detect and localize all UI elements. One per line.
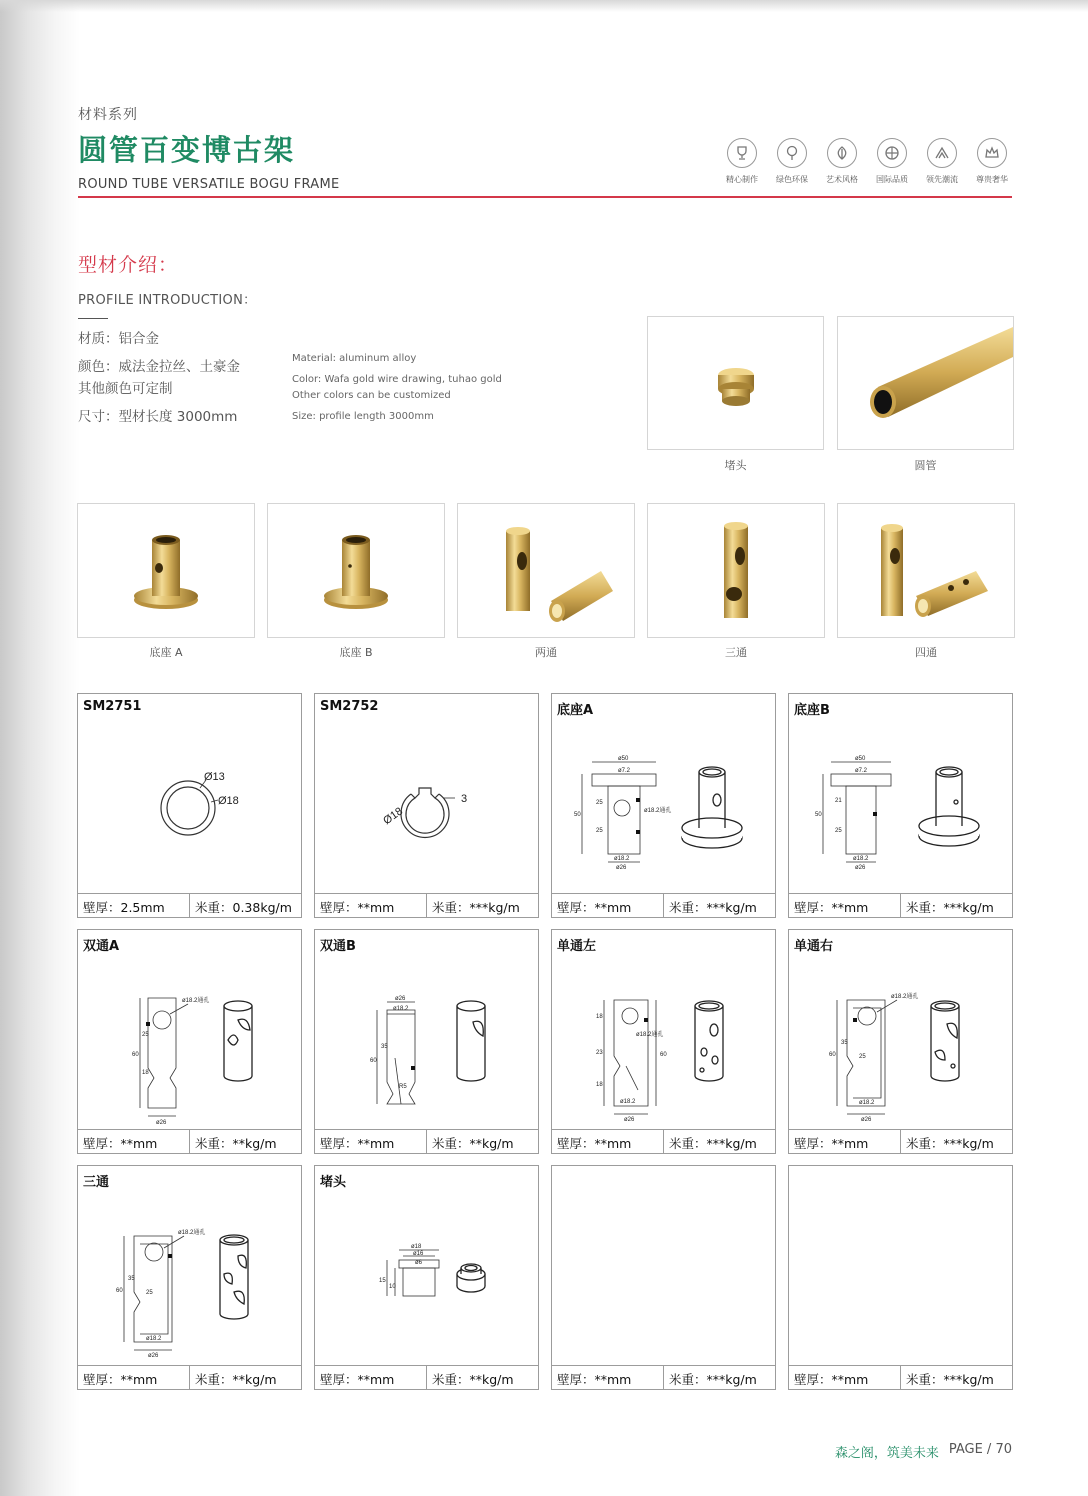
spec-card-empty [788,1165,1013,1390]
badge-art [822,138,862,185]
spec-material: 材质：铝合金 [78,331,159,347]
meter-weight: 米重：**kg/m [432,1136,514,1151]
meter-weight: 米重：***kg/m [906,1136,994,1151]
dim-label: ø26 [148,1353,159,1359]
wall-thickness: 壁厚：**mm [78,1130,190,1153]
wall-thickness: 壁厚：**mm [552,894,664,917]
meter-weight: 米重：***kg/m [669,1372,757,1387]
dim-label: ø18.2通孔 [891,994,919,1000]
card-title: 单通右 [794,939,834,954]
badge-eco [772,138,812,185]
spec-card [314,693,539,918]
card-title: SM2752 [320,699,379,714]
intro-title: 型材介绍： [78,254,179,276]
badge-label: 绿色环保 [776,175,808,184]
wall-thickness: 壁厚：2.5mm [78,894,190,917]
page-shadow [0,0,1088,12]
meter-weight: 米重：***kg/m [669,900,757,915]
meter-weight: 米重：**kg/m [195,1372,277,1387]
footer-slogan: 森之阁，筑美未来 [834,1446,939,1461]
dim-label: ø26 [395,996,406,1002]
photo-base-b [267,503,445,638]
spec-card [788,693,1013,918]
series-label: 材料系列 [78,107,138,123]
dim-label: ø26 [156,1120,167,1126]
dim-label: 3 [461,793,468,805]
dim-label: ø26 [616,865,627,871]
header-divider [78,196,1012,198]
dim-label: 25 [835,828,842,834]
card-title: 双通A [83,939,120,954]
photo-three-way [647,503,825,638]
photo-caption: 三通 [725,646,747,659]
spec-material-en: Material: aluminum alloy [292,353,417,364]
spec-card [788,929,1013,1154]
spec-color-custom: 其他颜色可定制 [78,381,173,397]
badge-quality [872,138,912,185]
dim-label: 60 [116,1288,123,1294]
dim-label: ø18.2 [614,856,630,862]
spec-card-grid [77,693,1013,1390]
card-footer [552,893,775,917]
dim-label: ø26 [624,1117,635,1123]
page-header [78,104,340,192]
spec-size-en: Size: profile length 3000mm [292,411,434,422]
feature-badges [722,138,1012,185]
photo-round-tube [837,316,1014,450]
card-footer [552,1129,775,1153]
crown-icon [977,138,1007,168]
photo-caption: 圆管 [914,459,937,472]
meter-weight: 米重：**kg/m [195,1136,277,1151]
spec-card [551,929,776,1154]
photo-four-way [837,503,1015,638]
card-footer [315,1365,538,1389]
dim-label: ø18.2 [146,1336,162,1342]
photo-base-a [77,503,255,638]
dim-label: 50 [815,812,822,818]
spec-card [77,1165,302,1390]
dim-label: 10 [389,1284,396,1290]
spec-card [77,693,302,918]
spec-color-custom-en: Other colors can be customized [292,390,451,401]
badge-label: 艺术风格 [826,175,858,184]
photo-two-way [457,503,635,638]
profile-drawing [78,722,301,886]
dim-label: ø18.2 [393,1006,409,1012]
photo-end-cap [647,316,824,450]
badge-trend [922,138,962,185]
technical-drawing [789,958,1012,1122]
card-title: 堵头 [320,1175,347,1190]
meter-weight: 米重：***kg/m [906,900,994,915]
spec-card [77,929,302,1154]
badge-craft [722,138,762,185]
card-footer [78,893,301,917]
meter-weight: 米重：***kg/m [669,1136,757,1151]
card-title: 单通左 [557,939,597,954]
dim-label: 21 [835,798,842,804]
wall-thickness: 壁厚：**mm [552,1366,664,1389]
dim-label: 60 [829,1052,836,1058]
page-subtitle: ROUND TUBE VERSATILE BOGU FRAME [78,177,340,192]
photo-caption: 四通 [915,646,937,659]
meter-weight: 米重：0.38kg/m [195,900,292,915]
intro-dash [78,318,108,319]
wall-thickness: 壁厚：**mm [789,1130,901,1153]
spec-card-empty [551,1165,776,1390]
dim-label: R5 [399,1084,407,1090]
card-title: 双通B [320,939,356,954]
specs-english [292,351,502,430]
dim-label: Ø13 [204,771,225,783]
dim-label: ø7.2 [618,768,631,774]
dim-label: ø18 [411,1244,422,1250]
technical-drawing [315,1194,538,1358]
card-footer [552,1365,775,1389]
wall-thickness: 壁厚：**mm [552,1130,664,1153]
wall-thickness: 壁厚：**mm [789,894,901,917]
card-footer [78,1365,301,1389]
dim-label: ø18.2 [853,856,869,862]
dim-label: 25 [146,1290,153,1296]
trophy-icon [727,138,757,168]
dim-label: ø26 [861,1117,872,1123]
globe-icon [877,138,907,168]
dim-label: 18 [142,1070,149,1076]
card-title: SM2751 [83,699,142,714]
card-title: 底座A [557,703,594,718]
dim-label: Ø18 [218,795,239,807]
dim-label: 25 [859,1054,866,1060]
badge-luxury [972,138,1012,185]
leaf-icon [827,138,857,168]
dim-label: 23 [596,1050,603,1056]
meter-weight: 米重：***kg/m [432,900,520,915]
meter-weight: 米重：***kg/m [906,1372,994,1387]
card-footer [789,1129,1012,1153]
card-footer [789,893,1012,917]
spec-card [314,1165,539,1390]
page-title: 圆管百变博古架 [78,133,296,167]
dim-label: 18 [596,1082,603,1088]
technical-drawing [78,1194,301,1358]
badge-label: 国际品质 [876,175,908,184]
dim-label: 60 [660,1052,667,1058]
card-footer [315,893,538,917]
photo-caption: 底座 B [339,646,373,659]
dim-label: ø18.2 [620,1099,636,1105]
dim-label: ø18.2 [859,1100,875,1106]
card-footer [78,1129,301,1153]
spec-size: 尺寸：型材长度 3000mm [78,409,238,425]
dim-label: ø18.2通孔 [182,998,210,1004]
photo-caption: 堵头 [724,459,747,472]
profile-drawing [315,722,538,886]
technical-drawing [552,958,775,1122]
peak-icon [927,138,957,168]
wall-thickness: 壁厚：**mm [78,1366,190,1389]
tree-icon [777,138,807,168]
technical-drawing [789,722,1012,886]
dim-label: 35 [841,1040,848,1046]
dim-label: ø50 [855,756,866,762]
spec-card [551,693,776,918]
spec-color-en: Color: Wafa gold wire drawing, tuhao gold [292,374,502,385]
dim-label: ø50 [618,756,629,762]
dim-label: ø18.2通孔 [178,1230,206,1236]
photo-caption: 两通 [535,646,557,659]
technical-drawing [552,722,775,886]
dim-label: 15 [379,1278,386,1284]
page-footer [835,1442,1012,1461]
card-title: 三通 [83,1175,110,1190]
wall-thickness: 壁厚：**mm [315,1366,427,1389]
dim-label: 60 [370,1058,377,1064]
dim-label: 25 [596,828,603,834]
dim-label: 25 [142,1032,149,1038]
dim-label: 35 [381,1044,388,1050]
card-title: 底座B [794,703,830,718]
dim-label: ø6 [415,1260,423,1266]
specs-chinese [78,328,240,434]
dim-label: Ø18 [381,805,406,828]
dim-label: ø18.2通孔 [636,1032,664,1038]
wall-thickness: 壁厚：**mm [315,894,427,917]
dim-label: 18 [596,1014,603,1020]
dim-label: 60 [132,1052,139,1058]
page-number: PAGE / 70 [948,1442,1012,1457]
wall-thickness: 壁厚：**mm [315,1130,427,1153]
dim-label: ø16 [413,1251,424,1257]
photo-caption: 底座 A [149,646,183,659]
dim-label: ø18.2通孔 [644,808,672,814]
intro-subtitle: PROFILE INTRODUCTION： [78,293,257,308]
card-footer [315,1129,538,1153]
technical-drawing [78,958,301,1126]
dim-label: 50 [574,812,581,818]
profile-intro [78,250,256,319]
dim-label: 35 [128,1276,135,1282]
dim-label: ø7.2 [855,768,868,774]
badge-label: 精心制作 [726,175,758,184]
card-footer [789,1365,1012,1389]
spec-color: 颜色：威法金拉丝、土豪金 [78,359,240,375]
badge-label: 领先潮流 [926,175,958,184]
wall-thickness: 壁厚：**mm [789,1366,901,1389]
badge-label: 尊贵奢华 [976,175,1008,184]
technical-drawing [315,958,538,1122]
meter-weight: 米重：**kg/m [432,1372,514,1387]
spec-card [314,929,539,1154]
dim-label: ø26 [855,865,866,871]
dim-label: 25 [596,800,603,806]
